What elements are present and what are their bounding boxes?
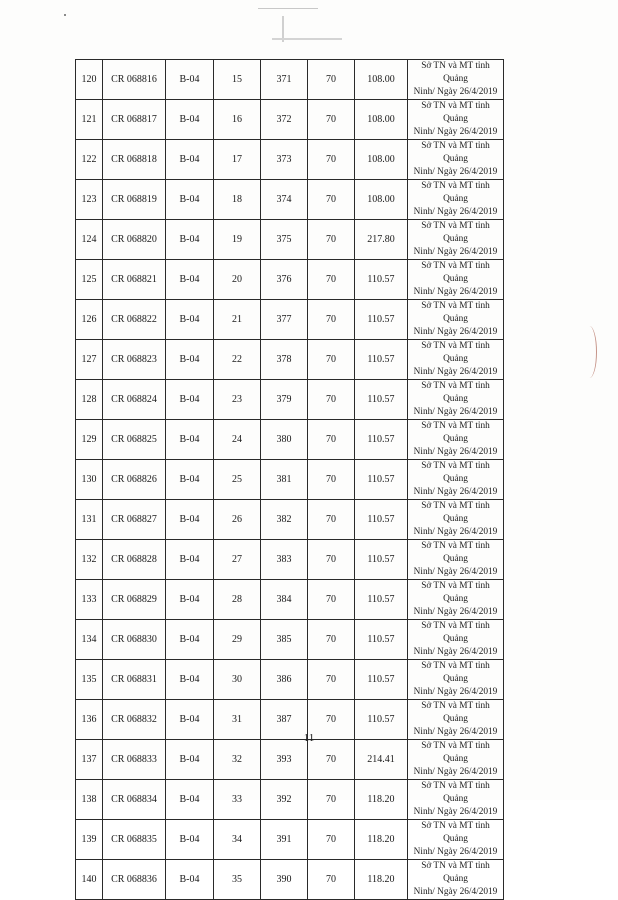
parcel-cell: 390: [261, 860, 308, 900]
area-cell: 118.20: [355, 780, 408, 820]
row-number-cell: 131: [76, 500, 103, 540]
row-number-cell: 126: [76, 300, 103, 340]
parcel-cell: 392: [261, 780, 308, 820]
certificate-table: [75, 59, 504, 900]
lot-cell: 32: [214, 740, 261, 780]
issuer-note-cell: [408, 340, 504, 380]
area-cell: 108.00: [355, 100, 408, 140]
block-cell: B-04: [166, 60, 214, 100]
table-row: [76, 500, 504, 540]
parcel-cell: 379: [261, 380, 308, 420]
table-row: [76, 460, 504, 500]
block-cell: B-04: [166, 260, 214, 300]
issuer-note-cell: [408, 500, 504, 540]
area-cell: 110.57: [355, 300, 408, 340]
issuer-note-cell: [408, 260, 504, 300]
area-cell: 118.20: [355, 820, 408, 860]
row-number-cell: 124: [76, 220, 103, 260]
certificate-code-cell: CR 068835: [103, 820, 166, 860]
area-cell: 110.57: [355, 540, 408, 580]
area-cell: 110.57: [355, 620, 408, 660]
term-years-cell: 70: [308, 820, 355, 860]
parcel-cell: 385: [261, 620, 308, 660]
parcel-cell: 381: [261, 460, 308, 500]
issuer-note-line2: Ninh/ Ngày 26/4/2019: [413, 807, 498, 817]
certificate-code-cell: CR 068823: [103, 340, 166, 380]
parcel-cell: 391: [261, 820, 308, 860]
row-number-cell: 121: [76, 100, 103, 140]
lot-cell: 33: [214, 780, 261, 820]
issuer-note-cell: [408, 420, 504, 460]
term-years-cell: 70: [308, 700, 355, 740]
issuer-note-line2: Ninh/ Ngày 26/4/2019: [413, 287, 498, 297]
issuer-note-cell: [408, 300, 504, 340]
issuer-note-line1: Sở TN và MT tỉnh Quảng: [421, 341, 490, 364]
issuer-note-line2: Ninh/ Ngày 26/4/2019: [413, 167, 498, 177]
term-years-cell: 70: [308, 620, 355, 660]
binding-seal-mark: [580, 318, 598, 388]
issuer-note-line1: Sở TN và MT tỉnh Quảng: [421, 581, 490, 604]
parcel-cell: 378: [261, 340, 308, 380]
block-cell: B-04: [166, 340, 214, 380]
term-years-cell: 70: [308, 780, 355, 820]
block-cell: B-04: [166, 380, 214, 420]
block-cell: B-04: [166, 180, 214, 220]
block-cell: B-04: [166, 140, 214, 180]
issuer-note-line2: Ninh/ Ngày 26/4/2019: [413, 407, 498, 417]
term-years-cell: 70: [308, 500, 355, 540]
issuer-note-line1: Sở TN và MT tỉnh Quảng: [421, 381, 490, 404]
area-cell: 110.57: [355, 580, 408, 620]
table-row: [76, 300, 504, 340]
block-cell: B-04: [166, 860, 214, 900]
lot-cell: 16: [214, 100, 261, 140]
area-cell: 118.20: [355, 860, 408, 900]
issuer-note-line2: Ninh/ Ngày 26/4/2019: [413, 847, 498, 857]
lot-cell: 20: [214, 260, 261, 300]
issuer-note-cell: [408, 620, 504, 660]
certificate-code-cell: CR 068833: [103, 740, 166, 780]
lot-cell: 15: [214, 60, 261, 100]
issuer-note-line2: Ninh/ Ngày 26/4/2019: [413, 647, 498, 657]
table-row: [76, 860, 504, 900]
term-years-cell: 70: [308, 740, 355, 780]
certificate-code-cell: CR 068834: [103, 780, 166, 820]
parcel-cell: 383: [261, 540, 308, 580]
table-row: [76, 620, 504, 660]
row-number-cell: 130: [76, 460, 103, 500]
term-years-cell: 70: [308, 340, 355, 380]
issuer-note-line1: Sở TN và MT tỉnh Quảng: [421, 781, 490, 804]
parcel-cell: 377: [261, 300, 308, 340]
lot-cell: 34: [214, 820, 261, 860]
row-number-cell: 138: [76, 780, 103, 820]
lot-cell: 22: [214, 340, 261, 380]
table-row: [76, 740, 504, 780]
lot-cell: 35: [214, 860, 261, 900]
area-cell: 110.57: [355, 500, 408, 540]
table-row: [76, 100, 504, 140]
lot-cell: 28: [214, 580, 261, 620]
area-cell: 110.57: [355, 460, 408, 500]
row-number-cell: 133: [76, 580, 103, 620]
term-years-cell: 70: [308, 300, 355, 340]
certificate-code-cell: CR 068822: [103, 300, 166, 340]
certificate-code-cell: CR 068836: [103, 860, 166, 900]
certificate-code-cell: CR 068816: [103, 60, 166, 100]
table-row: [76, 140, 504, 180]
lot-cell: 19: [214, 220, 261, 260]
area-cell: 214.41: [355, 740, 408, 780]
lot-cell: 21: [214, 300, 261, 340]
parcel-cell: 376: [261, 260, 308, 300]
area-cell: 110.57: [355, 420, 408, 460]
issuer-note-cell: [408, 60, 504, 100]
table-row: [76, 180, 504, 220]
issuer-note-line1: Sở TN và MT tỉnh Quảng: [421, 501, 490, 524]
issuer-note-line2: Ninh/ Ngày 26/4/2019: [413, 367, 498, 377]
block-cell: B-04: [166, 460, 214, 500]
issuer-note-line1: Sở TN và MT tỉnh Quảng: [421, 181, 490, 204]
issuer-note-line1: Sở TN và MT tỉnh Quảng: [421, 621, 490, 644]
table-row: [76, 340, 504, 380]
row-number-cell: 128: [76, 380, 103, 420]
table-row: [76, 220, 504, 260]
area-cell: 110.57: [355, 260, 408, 300]
issuer-note-line2: Ninh/ Ngày 26/4/2019: [413, 567, 498, 577]
table-row: [76, 820, 504, 860]
issuer-note-cell: [408, 820, 504, 860]
term-years-cell: 70: [308, 420, 355, 460]
term-years-cell: 70: [308, 100, 355, 140]
parcel-cell: 371: [261, 60, 308, 100]
issuer-note-line2: Ninh/ Ngày 26/4/2019: [413, 247, 498, 257]
issuer-note-line2: Ninh/ Ngày 26/4/2019: [413, 687, 498, 697]
area-cell: 108.00: [355, 140, 408, 180]
table-row: [76, 420, 504, 460]
table-row: [76, 380, 504, 420]
block-cell: B-04: [166, 620, 214, 660]
row-number-cell: 122: [76, 140, 103, 180]
block-cell: B-04: [166, 660, 214, 700]
row-number-cell: 136: [76, 700, 103, 740]
issuer-note-line1: Sở TN và MT tỉnh Quảng: [421, 101, 490, 124]
row-number-cell: 127: [76, 340, 103, 380]
area-cell: 217.80: [355, 220, 408, 260]
block-cell: B-04: [166, 820, 214, 860]
term-years-cell: 70: [308, 220, 355, 260]
row-number-cell: 134: [76, 620, 103, 660]
issuer-note-line1: Sở TN và MT tỉnh Quảng: [421, 221, 490, 244]
certificate-code-cell: CR 068818: [103, 140, 166, 180]
row-number-cell: 123: [76, 180, 103, 220]
lot-cell: 26: [214, 500, 261, 540]
row-number-cell: 137: [76, 740, 103, 780]
lot-cell: 17: [214, 140, 261, 180]
issuer-note-cell: [408, 660, 504, 700]
table-row: [76, 60, 504, 100]
table-row: [76, 260, 504, 300]
term-years-cell: 70: [308, 660, 355, 700]
issuer-note-line1: Sở TN và MT tỉnh Quảng: [421, 541, 490, 564]
issuer-note-cell: [408, 140, 504, 180]
block-cell: B-04: [166, 780, 214, 820]
certificate-code-cell: CR 068825: [103, 420, 166, 460]
issuer-note-cell: [408, 580, 504, 620]
certificate-code-cell: CR 068827: [103, 500, 166, 540]
issuer-note-line1: Sở TN và MT tỉnh Quảng: [421, 261, 490, 284]
issuer-note-line2: Ninh/ Ngày 26/4/2019: [413, 327, 498, 337]
issuer-note-cell: [408, 860, 504, 900]
issuer-note-cell: [408, 180, 504, 220]
block-cell: B-04: [166, 540, 214, 580]
parcel-cell: 373: [261, 140, 308, 180]
lot-cell: 31: [214, 700, 261, 740]
parcel-cell: 374: [261, 180, 308, 220]
issuer-note-line1: Sở TN và MT tỉnh Quảng: [421, 141, 490, 164]
issuer-note-line2: Ninh/ Ngày 26/4/2019: [413, 487, 498, 497]
issuer-note-cell: [408, 540, 504, 580]
issuer-note-cell: [408, 740, 504, 780]
issuer-note-line2: Ninh/ Ngày 26/4/2019: [413, 767, 498, 777]
term-years-cell: 70: [308, 540, 355, 580]
issuer-note-cell: [408, 100, 504, 140]
lot-cell: 29: [214, 620, 261, 660]
issuer-note-cell: [408, 460, 504, 500]
row-number-cell: 132: [76, 540, 103, 580]
parcel-cell: 387: [261, 700, 308, 740]
lot-cell: 27: [214, 540, 261, 580]
row-number-cell: 135: [76, 660, 103, 700]
issuer-note-line1: Sở TN và MT tỉnh Quảng: [421, 61, 490, 84]
block-cell: B-04: [166, 220, 214, 260]
block-cell: B-04: [166, 580, 214, 620]
area-cell: 110.57: [355, 380, 408, 420]
scan-speck: [64, 14, 66, 16]
issuer-note-line1: Sở TN và MT tỉnh Quảng: [421, 741, 490, 764]
area-cell: 108.00: [355, 180, 408, 220]
issuer-note-line2: Ninh/ Ngày 26/4/2019: [413, 887, 498, 897]
issuer-note-line2: Ninh/ Ngày 26/4/2019: [413, 207, 498, 217]
certificate-code-cell: CR 068820: [103, 220, 166, 260]
issuer-note-line1: Sở TN và MT tỉnh Quảng: [421, 861, 490, 884]
term-years-cell: 70: [308, 460, 355, 500]
issuer-note-cell: [408, 220, 504, 260]
page-number: 11: [303, 732, 315, 744]
parcel-cell: 393: [261, 740, 308, 780]
issuer-note-line1: Sở TN và MT tỉnh Quảng: [421, 701, 490, 724]
parcel-cell: 382: [261, 500, 308, 540]
term-years-cell: 70: [308, 60, 355, 100]
area-cell: 108.00: [355, 60, 408, 100]
table-row: [76, 580, 504, 620]
issuer-note-line2: Ninh/ Ngày 26/4/2019: [413, 607, 498, 617]
certificate-code-cell: CR 068824: [103, 380, 166, 420]
issuer-note-line2: Ninh/ Ngày 26/4/2019: [413, 127, 498, 137]
parcel-cell: 384: [261, 580, 308, 620]
block-cell: B-04: [166, 700, 214, 740]
issuer-note-line1: Sở TN và MT tỉnh Quảng: [421, 461, 490, 484]
lot-cell: 23: [214, 380, 261, 420]
row-number-cell: 125: [76, 260, 103, 300]
row-number-cell: 129: [76, 420, 103, 460]
block-cell: B-04: [166, 420, 214, 460]
block-cell: B-04: [166, 300, 214, 340]
parcel-cell: 372: [261, 100, 308, 140]
term-years-cell: 70: [308, 260, 355, 300]
table-body: [76, 60, 504, 900]
issuer-note-line1: Sở TN và MT tỉnh Quảng: [421, 421, 490, 444]
lot-cell: 24: [214, 420, 261, 460]
certificate-code-cell: CR 068832: [103, 700, 166, 740]
parcel-cell: 380: [261, 420, 308, 460]
area-cell: 110.57: [355, 660, 408, 700]
block-cell: B-04: [166, 100, 214, 140]
row-number-cell: 139: [76, 820, 103, 860]
block-cell: B-04: [166, 740, 214, 780]
issuer-note-line2: Ninh/ Ngày 26/4/2019: [413, 447, 498, 457]
row-number-cell: 140: [76, 860, 103, 900]
row-number-cell: 120: [76, 60, 103, 100]
term-years-cell: 70: [308, 580, 355, 620]
lot-cell: 30: [214, 660, 261, 700]
term-years-cell: 70: [308, 860, 355, 900]
term-years-cell: 70: [308, 380, 355, 420]
faint-stamp-mark: [248, 2, 368, 50]
certificate-code-cell: CR 068817: [103, 100, 166, 140]
issuer-note-line1: Sở TN và MT tỉnh Quảng: [421, 821, 490, 844]
certificate-code-cell: CR 068821: [103, 260, 166, 300]
certificate-code-cell: CR 068826: [103, 460, 166, 500]
issuer-note-line2: Ninh/ Ngày 26/4/2019: [413, 527, 498, 537]
certificate-code-cell: CR 068828: [103, 540, 166, 580]
issuer-note-cell: [408, 380, 504, 420]
block-cell: B-04: [166, 500, 214, 540]
issuer-note-line1: Sở TN và MT tỉnh Quảng: [421, 301, 490, 324]
table-row: [76, 540, 504, 580]
term-years-cell: 70: [308, 180, 355, 220]
certificate-code-cell: CR 068831: [103, 660, 166, 700]
term-years-cell: 70: [308, 140, 355, 180]
area-cell: 110.57: [355, 340, 408, 380]
certificate-code-cell: CR 068819: [103, 180, 166, 220]
area-cell: 110.57: [355, 700, 408, 740]
lot-cell: 25: [214, 460, 261, 500]
certificate-code-cell: CR 068830: [103, 620, 166, 660]
parcel-cell: 386: [261, 660, 308, 700]
table-row: [76, 660, 504, 700]
parcel-cell: 375: [261, 220, 308, 260]
issuer-note-line1: Sở TN và MT tỉnh Quảng: [421, 661, 490, 684]
issuer-note-line2: Ninh/ Ngày 26/4/2019: [413, 87, 498, 97]
certificate-code-cell: CR 068829: [103, 580, 166, 620]
issuer-note-line2: Ninh/ Ngày 26/4/2019: [413, 727, 498, 737]
lot-cell: 18: [214, 180, 261, 220]
